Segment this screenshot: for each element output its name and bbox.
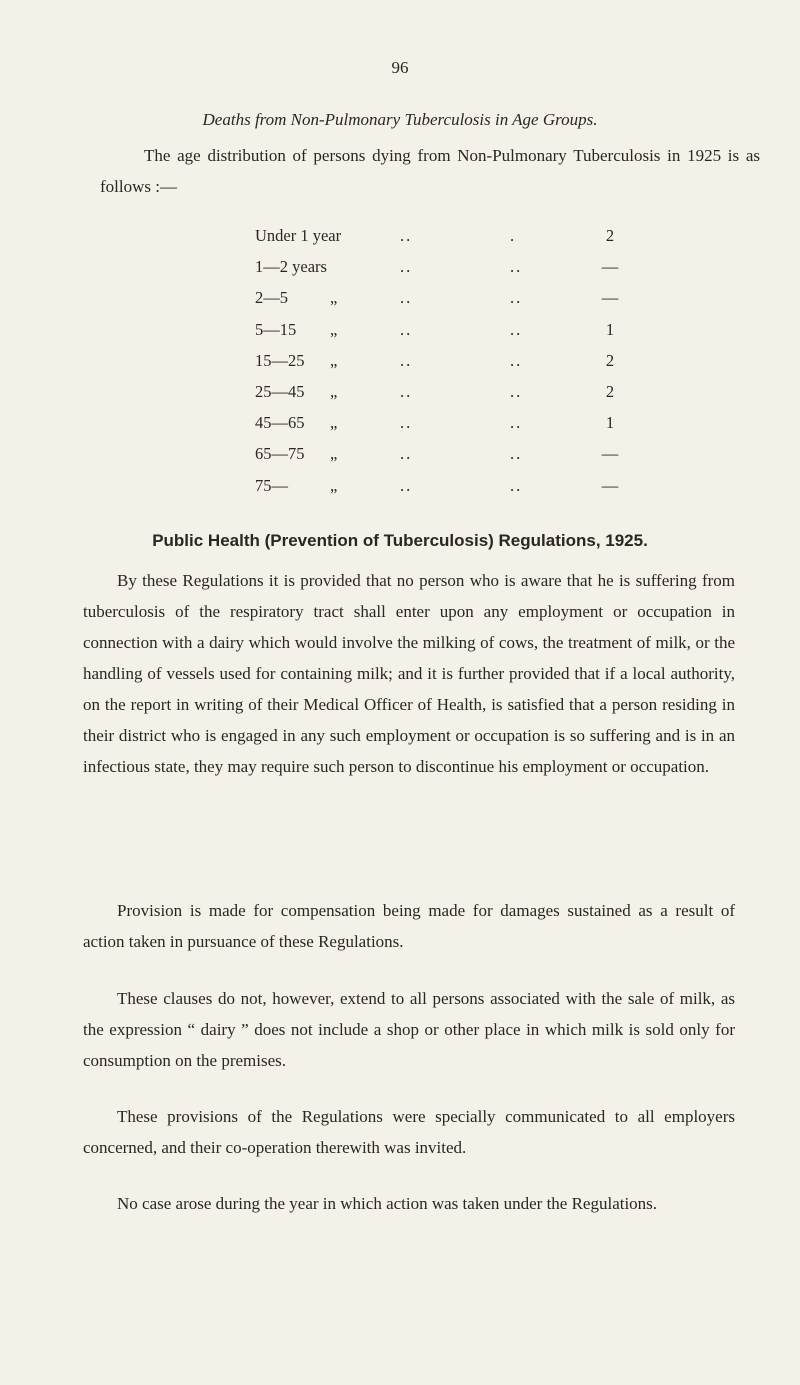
death-count: 1	[605, 413, 615, 433]
table-row	[255, 438, 725, 469]
table-row	[255, 282, 725, 313]
age-label: 75—	[255, 475, 288, 495]
ditto-mark: „	[330, 288, 338, 308]
leader-dots: ..	[400, 381, 413, 401]
page-number: 96	[391, 58, 409, 77]
leader-dots: ..	[510, 413, 523, 433]
age-distribution-table	[255, 220, 725, 501]
leader-dots: ..	[510, 444, 523, 464]
table-row	[255, 376, 725, 407]
leader-dots: ..	[510, 288, 523, 308]
body-paragraph: Provision is made for compensation being made for damages sustained as a result of action taken in pursuance of these Regulations.	[83, 901, 735, 951]
table-row	[255, 470, 725, 501]
table-row	[255, 314, 725, 345]
ditto-mark: „	[330, 444, 338, 464]
leader-dots: ..	[400, 475, 413, 495]
table-row	[255, 220, 725, 251]
age-label: 45—65	[255, 413, 305, 433]
death-count: 2	[605, 226, 615, 245]
ditto-mark: „	[330, 350, 338, 370]
leader-dots: .	[510, 226, 517, 245]
body-paragraph: These provisions of the Regulations were specially communicated to all employers concerned, and their co-operation therewith was invited.	[83, 1107, 735, 1157]
leader-dots: ..	[510, 257, 523, 277]
leader-dots: ..	[400, 413, 413, 433]
leader-dots: ..	[400, 350, 413, 370]
death-count: 1	[605, 319, 615, 339]
leader-dots: ..	[400, 226, 413, 245]
leader-dots: ..	[400, 319, 413, 339]
intro-paragraph: The age distribution of persons dying from Non-Pulmonary Tuberculosis in 1925 is as follows :—	[100, 146, 760, 196]
leader-dots: ..	[510, 350, 523, 370]
age-label: 5—15	[255, 319, 297, 339]
death-count: 2	[605, 381, 615, 401]
death-count: —	[601, 475, 619, 495]
ditto-mark: „	[330, 475, 338, 495]
leader-dots: ..	[510, 475, 523, 495]
body-paragraph: These clauses do not, however, extend to all persons associated with the sale of milk, as the expression “ dairy ” does not include a shop or other place in which milk is sold only for consumption on the premises.	[83, 989, 735, 1070]
age-label: 25—45	[255, 381, 305, 401]
table-row	[255, 407, 725, 438]
age-label: 2—5	[255, 288, 288, 308]
table-row	[255, 345, 725, 376]
section-title: Deaths from Non-Pulmonary Tuberculosis in Age Groups.	[202, 110, 598, 129]
death-count: —	[601, 257, 619, 277]
leader-dots: ..	[400, 444, 413, 464]
death-count: —	[601, 288, 619, 308]
ditto-mark: „	[330, 319, 338, 339]
ditto-mark: „	[330, 381, 338, 401]
leader-dots: ..	[510, 381, 523, 401]
death-count: 2	[605, 350, 615, 370]
table-row	[255, 251, 725, 282]
leader-dots: ..	[510, 319, 523, 339]
body-paragraph: By these Regulations it is provided that no person who is aware that he is suffering from tuberculosis of the respiratory tract shall enter upon any employment or occupation in connection with a dairy which would involve the milking of cows, the treatment of milk, or the handling of vessels used for containing milk; and it is further provided that if a local authority, on the report in writing of their Medical Officer of Health, is satisfied that a person residing in their district who is engaged in any such employment or occupation is so suffering and is in an infectious state, they may require such person to discontinue his employment or occupation.	[83, 571, 735, 776]
age-label: 15—25	[255, 350, 305, 370]
ditto-mark: „	[330, 413, 338, 433]
regulations-heading: Public Health (Prevention of Tuberculosis) Regulations, 1925.	[152, 531, 648, 550]
age-label: Under 1 year	[255, 226, 342, 245]
leader-dots: ..	[400, 257, 413, 277]
body-paragraph: No case arose during the year in which action was taken under the Regulations.	[117, 1194, 658, 1213]
death-count: —	[601, 444, 619, 464]
age-label: 1—2 years	[255, 257, 327, 277]
leader-dots: ..	[400, 288, 413, 308]
age-label: 65—75	[255, 444, 305, 464]
